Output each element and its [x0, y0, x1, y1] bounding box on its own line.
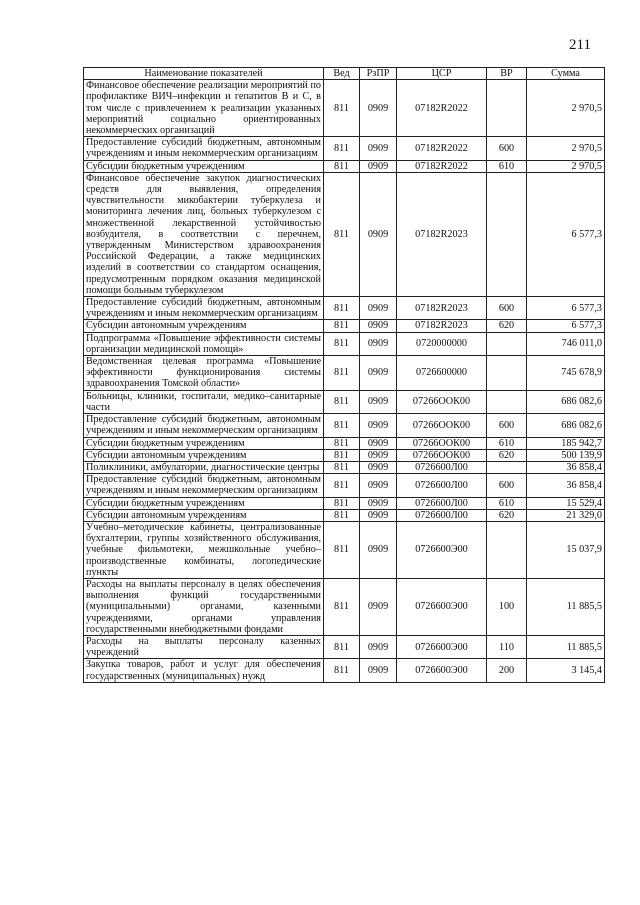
header-name: Наименование показателей — [84, 68, 324, 80]
cell-sum: 2 970,5 — [527, 160, 605, 172]
table-row — [84, 356, 605, 391]
table-row — [84, 320, 605, 332]
cell-sum: 15 037,9 — [527, 521, 605, 578]
cell-rzpr: 0909 — [360, 80, 397, 137]
table-row — [84, 332, 605, 355]
cell-sum: 6 577,3 — [527, 172, 605, 296]
cell-sum: 185 942,7 — [527, 437, 605, 449]
cell-sum: 2 970,5 — [527, 80, 605, 137]
table-row — [84, 497, 605, 509]
cell-vr: 620 — [487, 449, 527, 461]
cell-ved: 811 — [324, 461, 360, 473]
cell-ved: 811 — [324, 390, 360, 413]
cell-vr: 200 — [487, 659, 527, 682]
table-row — [84, 449, 605, 461]
cell-rzpr: 0909 — [360, 390, 397, 413]
table-row — [84, 137, 605, 160]
cell-sum: 11 885,5 — [527, 635, 605, 658]
cell-name: Финансовое обеспечение закупок диагностических средств для выявления, определения чувствительности микобактерии туберкулеза и мониторинга лечения лиц, больных туберкулезом с множественной лекарственной устойчивостью возбудителя, в соответствии с перечнем, утвержденным Министерством здравоохранения Российской Федерации, а также медицинских изделий в соответствии со стандартом оснащения, предусмотренным порядком оказания медицинской помощи больным туберкулезом — [84, 172, 324, 296]
cell-csr: 0726600Л00 — [397, 461, 487, 473]
cell-csr: 0726600Л00 — [397, 474, 487, 497]
cell-sum: 6 577,3 — [527, 320, 605, 332]
cell-vr — [487, 332, 527, 355]
cell-vr: 100 — [487, 578, 527, 635]
cell-csr: 07182R2022 — [397, 137, 487, 160]
cell-sum: 15 529,4 — [527, 497, 605, 509]
cell-csr: 0726600000 — [397, 356, 487, 391]
cell-sum: 2 970,5 — [527, 137, 605, 160]
cell-rzpr: 0909 — [360, 474, 397, 497]
cell-sum: 11 885,5 — [527, 578, 605, 635]
cell-ved: 811 — [324, 497, 360, 509]
cell-name: Закупка товаров, работ и услуг для обеспечения государственных (муниципальных) нужд — [84, 659, 324, 682]
table-row — [84, 509, 605, 521]
cell-vr — [487, 172, 527, 296]
cell-ved: 811 — [324, 635, 360, 658]
header-vr: ВР — [487, 68, 527, 80]
cell-ved: 811 — [324, 356, 360, 391]
cell-rzpr: 0909 — [360, 172, 397, 296]
cell-name: Субсидии автономным учреждениям — [84, 320, 324, 332]
cell-vr: 600 — [487, 297, 527, 320]
cell-sum: 686 082,6 — [527, 414, 605, 437]
cell-name: Расходы на выплаты персоналу в целях обеспечения выполнения функций государственными (муниципальными) органами, казенными учреждениями, органами управления государственными внебюджетными фондами — [84, 578, 324, 635]
table-row — [84, 160, 605, 172]
table-row — [84, 461, 605, 473]
cell-vr — [487, 461, 527, 473]
cell-name: Учебно–методические кабинеты, централизованные бухгалтерии, группы хозяйственного обслуживания, учебные фильмотеки, межшкольные учебно–производственные комбинаты, логопедические пункты — [84, 521, 324, 578]
cell-rzpr: 0909 — [360, 356, 397, 391]
cell-sum: 745 678,9 — [527, 356, 605, 391]
cell-ved: 811 — [324, 80, 360, 137]
cell-csr: 07266ООК00 — [397, 414, 487, 437]
cell-name: Ведомственная целевая программа «Повышение эффективности функционирования системы здравоохранения Томской области» — [84, 356, 324, 391]
table-row — [84, 297, 605, 320]
cell-rzpr: 0909 — [360, 320, 397, 332]
cell-vr: 610 — [487, 497, 527, 509]
cell-vr: 610 — [487, 437, 527, 449]
header-sum: Сумма — [527, 68, 605, 80]
cell-name: Подпрограмма «Повышение эффективности системы организации медицинской помощи» — [84, 332, 324, 355]
cell-rzpr: 0909 — [360, 635, 397, 658]
cell-csr: 0720000000 — [397, 332, 487, 355]
cell-vr — [487, 521, 527, 578]
cell-name: Предоставление субсидий бюджетным, автономным учреждениям и иным некоммерческим организациям — [84, 297, 324, 320]
cell-sum: 36 858,4 — [527, 474, 605, 497]
cell-vr: 620 — [487, 320, 527, 332]
cell-name: Поликлиники, амбулатории, диагностические центры — [84, 461, 324, 473]
cell-vr: 610 — [487, 160, 527, 172]
cell-csr: 0726600Э00 — [397, 635, 487, 658]
cell-name: Больницы, клиники, госпитали, медико–санитарные части — [84, 390, 324, 413]
cell-vr: 600 — [487, 414, 527, 437]
table-row — [84, 80, 605, 137]
cell-ved: 811 — [324, 509, 360, 521]
table-row — [84, 635, 605, 658]
cell-sum: 36 858,4 — [527, 461, 605, 473]
cell-csr: 07182R2022 — [397, 160, 487, 172]
cell-rzpr: 0909 — [360, 137, 397, 160]
table-header-row — [84, 68, 605, 80]
cell-ved: 811 — [324, 521, 360, 578]
cell-vr — [487, 356, 527, 391]
cell-ved: 811 — [324, 332, 360, 355]
cell-rzpr: 0909 — [360, 297, 397, 320]
cell-csr: 0726600Э00 — [397, 578, 487, 635]
cell-csr: 07182R2023 — [397, 172, 487, 296]
table-row — [84, 172, 605, 296]
budget-table — [83, 67, 605, 683]
cell-ved: 811 — [324, 449, 360, 461]
cell-csr: 0726600Э00 — [397, 659, 487, 682]
cell-name: Предоставление субсидий бюджетным, автономным учреждениям и иным некоммерческим организациям — [84, 414, 324, 437]
cell-rzpr: 0909 — [360, 332, 397, 355]
cell-rzpr: 0909 — [360, 521, 397, 578]
cell-csr: 07266ООК00 — [397, 390, 487, 413]
cell-rzpr: 0909 — [360, 461, 397, 473]
cell-vr: 600 — [487, 137, 527, 160]
cell-vr: 110 — [487, 635, 527, 658]
table-row — [84, 659, 605, 682]
cell-vr: 600 — [487, 474, 527, 497]
cell-name: Субсидии бюджетным учреждениям — [84, 437, 324, 449]
cell-ved: 811 — [324, 414, 360, 437]
cell-csr: 07182R2023 — [397, 320, 487, 332]
cell-name: Предоставление субсидий бюджетным, автономным учреждениям и иным некоммерческим организациям — [84, 474, 324, 497]
cell-rzpr: 0909 — [360, 160, 397, 172]
header-csr: ЦСР — [397, 68, 487, 80]
cell-csr: 07266ООК00 — [397, 449, 487, 461]
cell-rzpr: 0909 — [360, 449, 397, 461]
cell-name: Субсидии бюджетным учреждениям — [84, 497, 324, 509]
cell-csr: 07182R2023 — [397, 297, 487, 320]
cell-ved: 811 — [324, 437, 360, 449]
cell-rzpr: 0909 — [360, 659, 397, 682]
cell-csr: 0726600Л00 — [397, 509, 487, 521]
table-row — [84, 474, 605, 497]
table-row — [84, 578, 605, 635]
header-ved: Вед — [324, 68, 360, 80]
cell-csr: 0726600Э00 — [397, 521, 487, 578]
cell-sum: 3 145,4 — [527, 659, 605, 682]
cell-name: Финансовое обеспечение реализации мероприятий по профилактике ВИЧ–инфекции и гепатитов В и С, в том числе с привлечением к реализации указанных мероприятий социально ориентированных некоммерческих организаций — [84, 80, 324, 137]
cell-sum: 500 139,9 — [527, 449, 605, 461]
header-rzpr: РзПР — [360, 68, 397, 80]
page-number: 211 — [569, 37, 591, 53]
table-row — [84, 390, 605, 413]
cell-ved: 811 — [324, 172, 360, 296]
cell-rzpr: 0909 — [360, 437, 397, 449]
cell-ved: 811 — [324, 578, 360, 635]
cell-rzpr: 0909 — [360, 578, 397, 635]
cell-ved: 811 — [324, 320, 360, 332]
cell-name: Субсидии бюджетным учреждениям — [84, 160, 324, 172]
cell-name: Субсидии автономным учреждениям — [84, 509, 324, 521]
cell-ved: 811 — [324, 137, 360, 160]
cell-ved: 811 — [324, 474, 360, 497]
cell-sum: 686 082,6 — [527, 390, 605, 413]
cell-sum: 21 329,0 — [527, 509, 605, 521]
cell-ved: 811 — [324, 297, 360, 320]
cell-sum: 746 011,0 — [527, 332, 605, 355]
cell-csr: 07266ООК00 — [397, 437, 487, 449]
cell-ved: 811 — [324, 160, 360, 172]
cell-rzpr: 0909 — [360, 414, 397, 437]
cell-vr: 620 — [487, 509, 527, 521]
table-row — [84, 437, 605, 449]
cell-name: Субсидии автономным учреждениям — [84, 449, 324, 461]
table-row — [84, 414, 605, 437]
cell-rzpr: 0909 — [360, 509, 397, 521]
cell-ved: 811 — [324, 659, 360, 682]
cell-sum: 6 577,3 — [527, 297, 605, 320]
cell-vr — [487, 80, 527, 137]
cell-csr: 07182R2022 — [397, 80, 487, 137]
cell-vr — [487, 390, 527, 413]
table-row — [84, 521, 605, 578]
cell-rzpr: 0909 — [360, 497, 397, 509]
cell-name: Расходы на выплаты персоналу казенных учреждений — [84, 635, 324, 658]
cell-name: Предоставление субсидий бюджетным, автономным учреждениям и иным некоммерческим организациям — [84, 137, 324, 160]
cell-csr: 0726600Л00 — [397, 497, 487, 509]
